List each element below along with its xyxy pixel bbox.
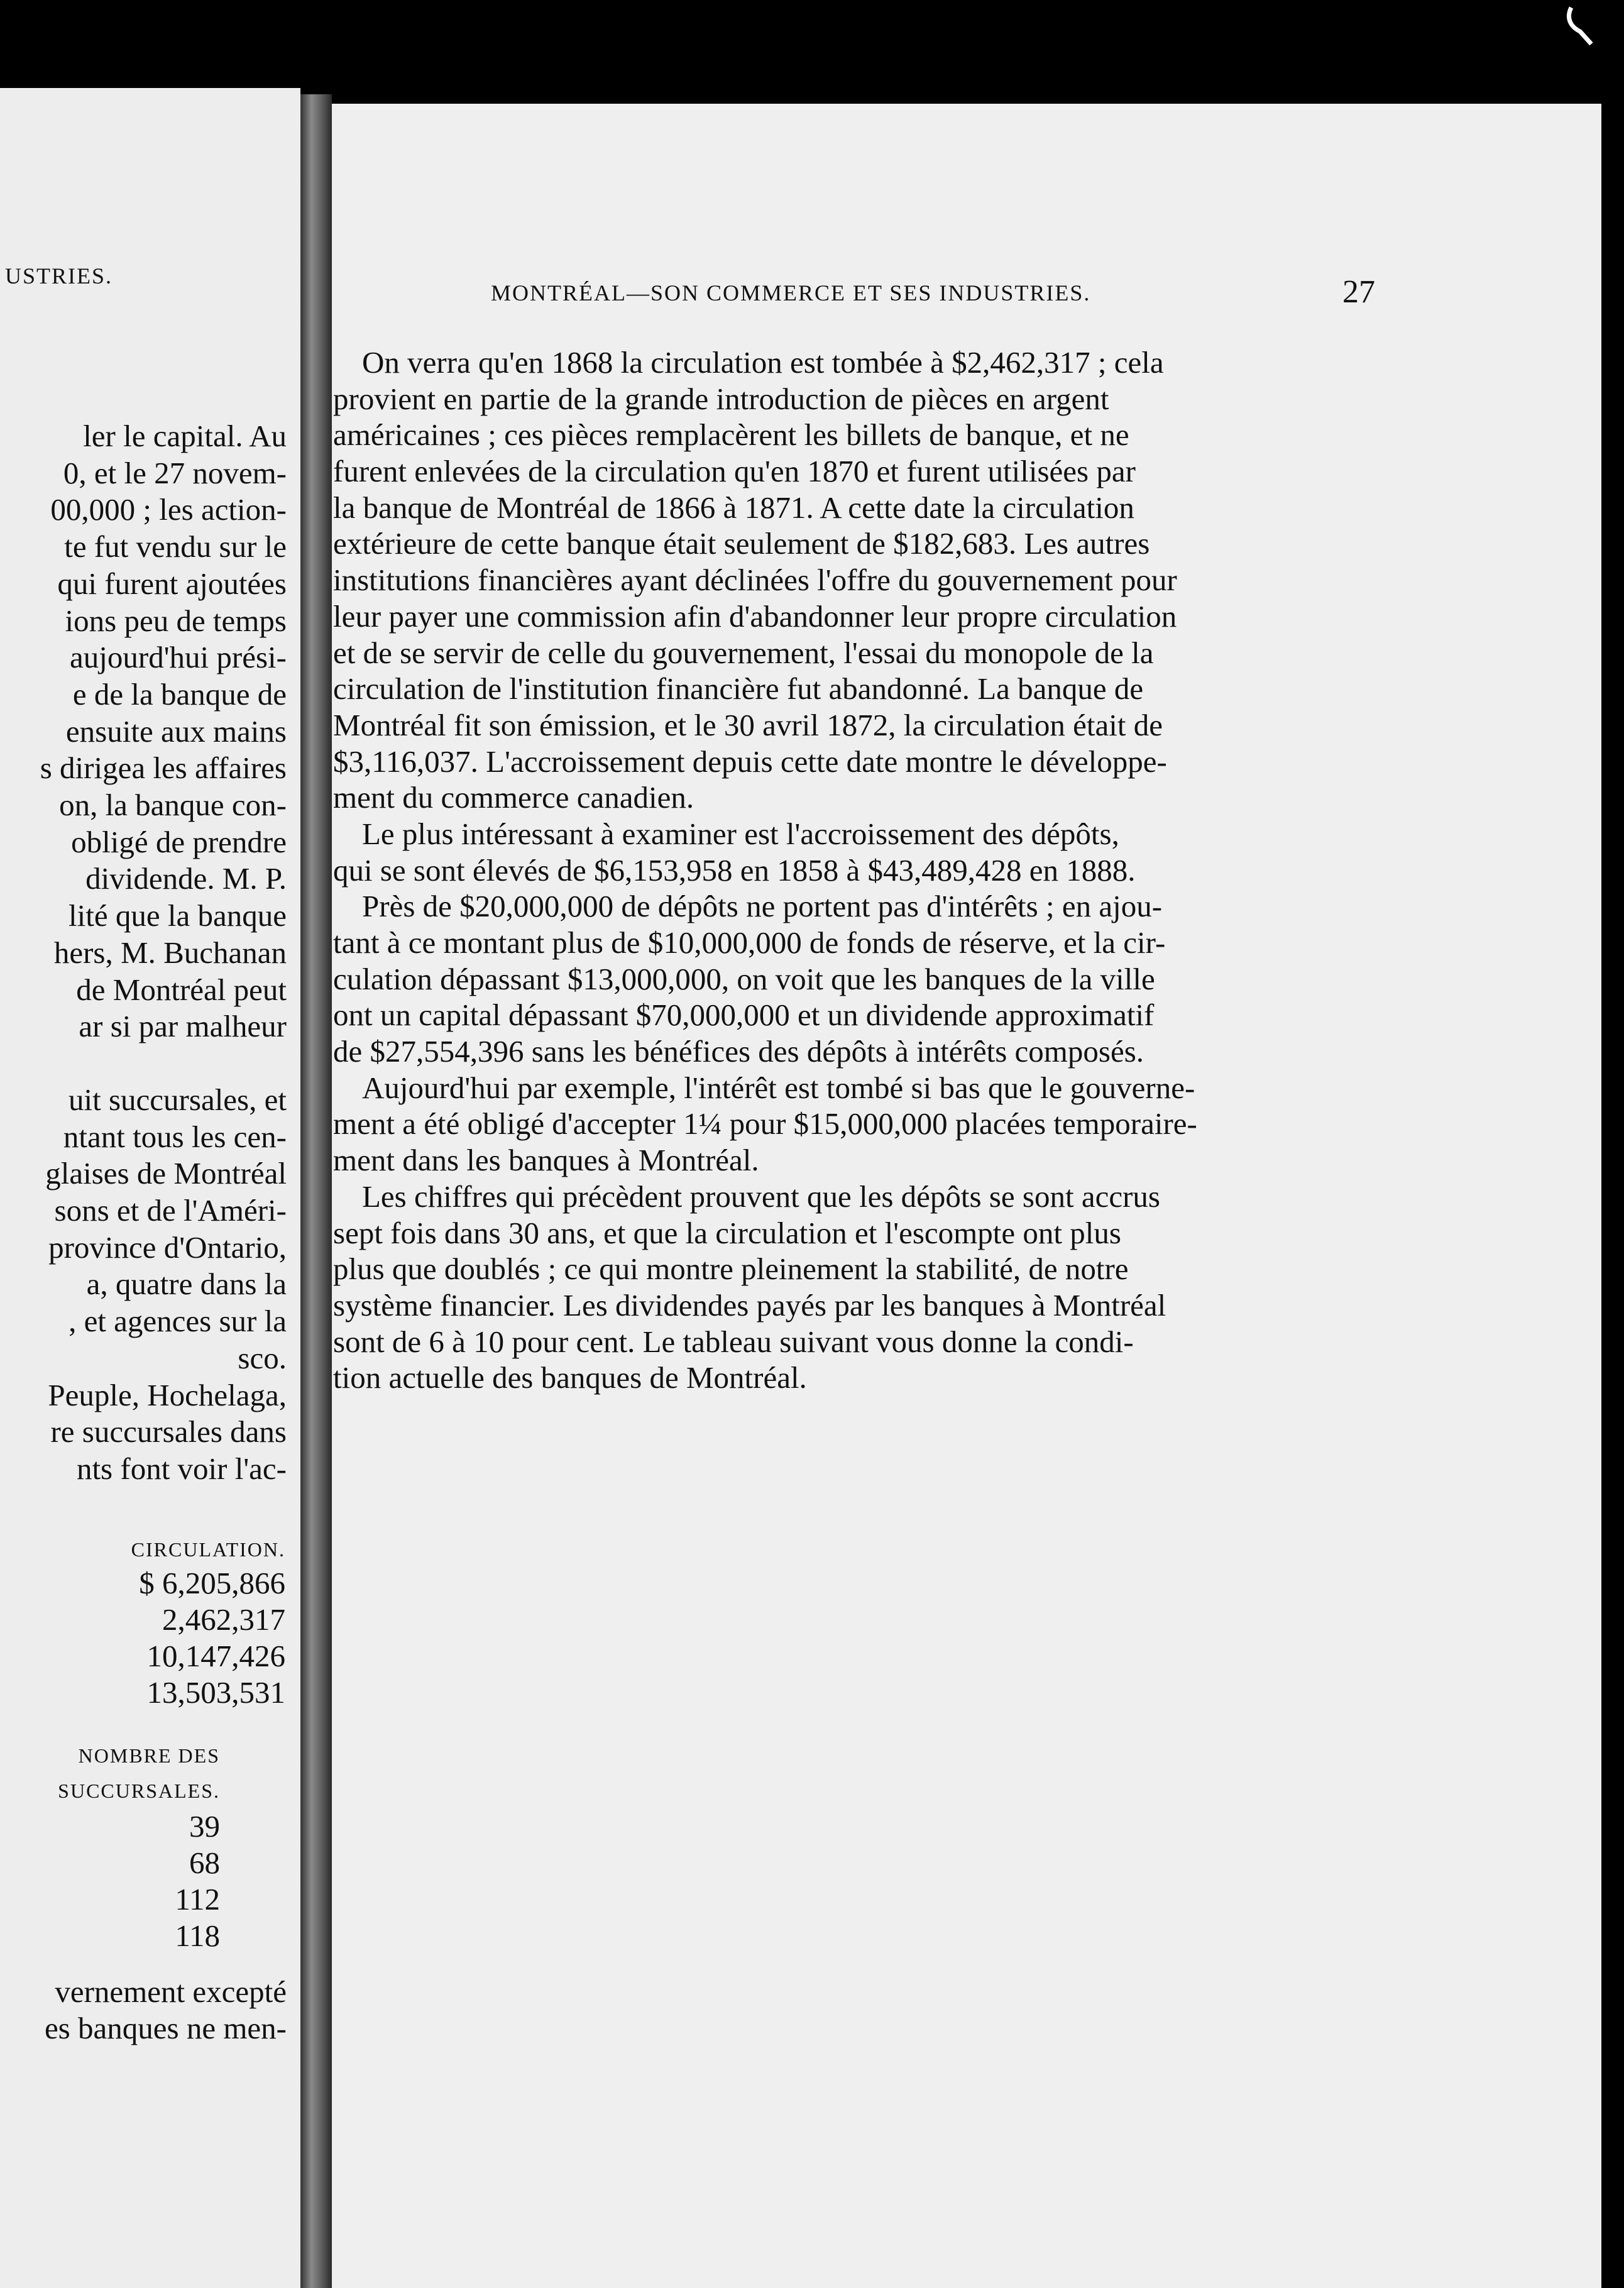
text-line: ar si par malheur	[79, 1009, 287, 1044]
text-line: leur payer une commission afin d'abandonner leur propre circulation	[333, 598, 1177, 634]
text-line: circulation de l'institution financière fut abandonné. La banque de	[333, 671, 1144, 707]
left-running-head: USTRIES.	[5, 263, 113, 289]
text-line: $3,116,037. L'accroissement depuis cette date montre le développe-	[333, 744, 1167, 779]
text-line: culation dépassant $13,000,000, on voit que les banques de la ville	[333, 961, 1155, 996]
text-line: Près de $20,000,000 de dépôts ne portent pas d'intérêts ; en ajou-	[362, 889, 1163, 924]
text-line: ions peu de temps	[65, 603, 287, 638]
text-line: de $27,554,396 sans les bénéfices des dépôts à intérêts composés.	[333, 1034, 1144, 1069]
text-line: de Montréal peut	[76, 972, 287, 1007]
left-paragraph-2	[0, 1082, 287, 1488]
text-line: institutions financières ayant déclinées l'offre du gouvernement pour	[333, 563, 1177, 598]
text-line: , et agences sur la	[69, 1304, 287, 1339]
text-line: extérieure de cette banque était seulement de $182,683. Les autres	[333, 526, 1150, 561]
text-line: Peuple, Hochelaga,	[48, 1377, 287, 1412]
circulation-header: CIRCULATION.	[131, 1538, 285, 1561]
book-gutter	[300, 94, 332, 2288]
text-line: tant à ce montant plus de $10,000,000 de fonds de réserve, et la cir-	[333, 925, 1166, 960]
circulation-value: 13,503,531	[146, 1675, 285, 1710]
text-line: dividende. M. P.	[85, 861, 287, 896]
text-line: e de la banque de	[72, 676, 287, 712]
text-line: sons et de l'Améri-	[54, 1193, 287, 1228]
text-line: système financier. Les dividendes payés par les banques à Montréal	[333, 1287, 1166, 1323]
text-line: ntant tous les cen-	[63, 1119, 287, 1154]
succursales-value: 68	[189, 1845, 220, 1880]
circulation-value: 2,462,317	[162, 1602, 285, 1637]
circulation-column	[131, 1534, 285, 1711]
left-paragraph-1	[0, 418, 287, 1045]
text-line: qui furent ajoutées	[57, 566, 287, 601]
text-line: on, la banque con-	[59, 788, 287, 823]
running-head: MONTRÉAL—SON COMMERCE ET SES INDUSTRIES.	[491, 280, 1091, 305]
text-line: qui se sont élevés de $6,153,958 en 1858 à $43,489,428 en 1888.	[333, 852, 1136, 888]
left-page-tail	[45, 1974, 287, 2047]
text-line: 0, et le 27 novem-	[63, 455, 287, 490]
text-line: glaises de Montréal	[45, 1156, 287, 1191]
text-line: obligé de prendre	[71, 824, 287, 859]
text-line: Aujourd'hui par exemple, l'intérêt est tombé si bas que le gouverne-	[362, 1070, 1195, 1105]
text-line: ment dans les banques à Montréal.	[333, 1143, 759, 1178]
text-line: sept fois dans 30 ans, et que la circulation et l'escompte ont plus	[333, 1215, 1121, 1250]
text-line: Le plus intéressant à examiner est l'accroissement des dépôts,	[362, 816, 1119, 851]
text-line: On verra qu'en 1868 la circulation est tombée à $2,462,317 ; cela	[362, 345, 1164, 380]
text-line: 00,000 ; les action-	[50, 492, 287, 527]
succursales-value: 118	[175, 1918, 220, 1953]
succursales-value: 112	[175, 1882, 220, 1917]
text-line: re succursales dans	[50, 1414, 287, 1449]
text-line: aujourd'hui prési-	[70, 640, 287, 675]
succursales-header-line: NOMBRE DES	[78, 1744, 220, 1767]
text-line: ler le capital. Au	[83, 419, 287, 453]
left-page-fragment	[0, 88, 300, 2288]
text-line: Les chiffres qui précèdent prouvent que les dépôts se sont accrus	[362, 1179, 1160, 1214]
text-line: nts font voir l'ac-	[76, 1451, 287, 1486]
text-line: et de se servir de celle du gouvernement, l'essai du monopole de la	[333, 635, 1154, 670]
text-line: ment du commerce canadien.	[333, 780, 694, 815]
text-line: uit succursales, et	[69, 1082, 287, 1117]
text-line: ment a été obligé d'accepter 1¼ pour $15,000,000 placées temporaire-	[333, 1106, 1197, 1141]
text-line: sont de 6 à 10 pour cent. Le tableau suivant vous donne la condi-	[333, 1324, 1134, 1359]
text-line: s dirigea les affaires	[40, 751, 287, 786]
succursales-column	[58, 1738, 220, 1954]
body-text	[333, 344, 1381, 1396]
left-tail-line: vernement excepté	[55, 1974, 287, 2009]
left-tail-line: es banques ne men-	[44, 2011, 287, 2045]
left-page-text	[0, 418, 287, 1488]
text-line: province d'Ontario,	[48, 1229, 287, 1265]
text-line: ont un capital dépassant $70,000,000 et un dividende approximatif	[333, 998, 1155, 1033]
text-line: ensuite aux mains	[65, 713, 287, 749]
succursales-header-line: SUCCURSALES.	[58, 1779, 220, 1802]
text-line: furent enlevées de la circulation qu'en 1870 et furent utilisées par	[333, 454, 1136, 489]
text-line: la banque de Montréal de 1866 à 1871. A cette date la circulation	[333, 490, 1134, 525]
circulation-value: $ 6,205,866	[139, 1566, 285, 1600]
text-line: provient en partie de la grande introduction de pièces en argent	[333, 381, 1109, 416]
text-line: hers, M. Buchanan	[53, 935, 287, 970]
text-line: a, quatre dans la	[86, 1267, 287, 1302]
text-line: Montréal fit son émission, et le 30 avril 1872, la circulation était de	[333, 707, 1163, 742]
text-line: sco.	[238, 1340, 287, 1375]
text-line: te fut vendu sur le	[64, 529, 287, 564]
text-line: américaines ; ces pièces remplacèrent les billets de banque, et ne	[333, 417, 1129, 453]
right-page	[332, 104, 1601, 2288]
succursales-value: 39	[189, 1809, 220, 1844]
text-line: plus que doublés ; ce qui montre pleinement la stabilité, de notre	[333, 1251, 1129, 1287]
text-line: tion actuelle des banques de Montréal.	[333, 1360, 807, 1395]
scan-corner-mark	[1566, 5, 1594, 49]
page-number: 27	[1342, 274, 1375, 310]
text-line: lité que la banque	[69, 898, 287, 933]
circulation-value: 10,147,426	[146, 1639, 285, 1673]
